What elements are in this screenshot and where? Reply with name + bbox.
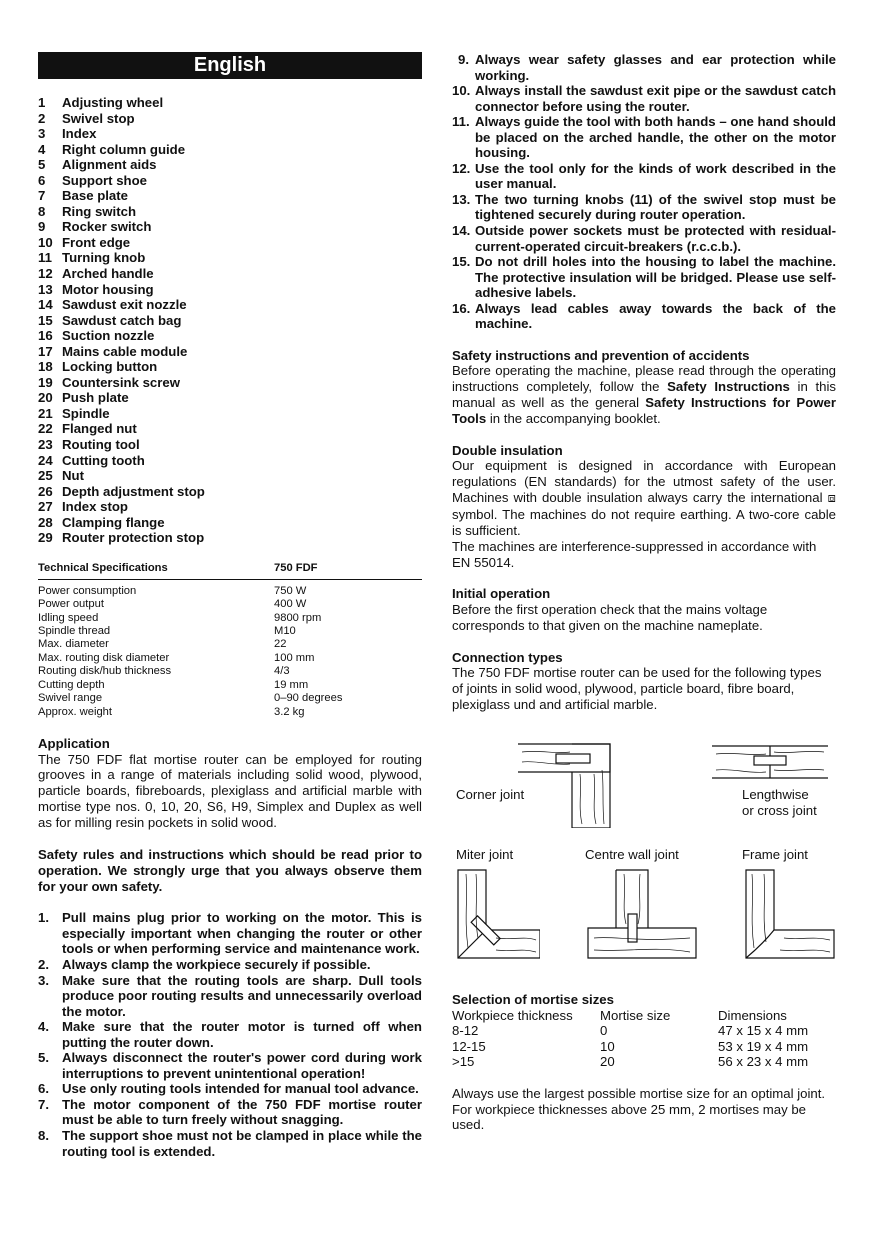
cross-joint-label: or cross joint — [742, 802, 817, 818]
spec-row: Max. diameter 22 — [38, 638, 287, 651]
safety-rule: 5. Always disconnect the router's power cord during work interruptions to prevent unintentional operation! — [38, 1050, 422, 1081]
part-item: 14 Sawdust exit nozzle — [38, 297, 187, 313]
part-item: 18 Locking button — [38, 359, 158, 375]
part-item: 17 Mains cable module — [38, 343, 188, 359]
specs-header: Technical Specifications 750 FDF — [38, 562, 422, 580]
safety-intro: Safety rules and instructions which should be read prior to operation. We strongly urge that you always observe them for your own safety. — [38, 846, 422, 894]
safety-rule: 12. Use the tool only for the kinds of work described in the user manual. — [452, 160, 836, 192]
part-item: 23 Routing tool — [38, 437, 140, 453]
corner-joint-label: Corner joint — [456, 786, 525, 802]
technical-specifications — [38, 562, 422, 719]
safety-rule: 9. Always wear safety glasses and ear protection while working. — [458, 52, 836, 83]
mortise-note: Always use the largest possible mortise size for an optimal joint. For workpiece thicknesses above 25 mm, 2 mortises may be used. — [452, 1085, 826, 1133]
part-item: 4 Right column guide — [38, 141, 186, 157]
part-item: 3 Index — [38, 126, 97, 142]
part-item: 8 Ring switch — [38, 203, 136, 219]
connection-types-heading: Connection types — [452, 649, 563, 665]
joint-diagrams — [452, 740, 836, 992]
safety-rule: 2. Always clamp the workpiece securely if possible. — [38, 957, 371, 972]
part-item: 27 Index stop — [38, 499, 128, 515]
frame-joint-illustration — [744, 868, 836, 960]
safety-rule: 16. Always lead cables away towards the back of the machine. — [452, 300, 836, 332]
safety-rule: 8. The support shoe must not be clamped in place while the routing tool is extended. — [38, 1128, 422, 1159]
table-row: >15 20 56 x 23 x 4 mm — [452, 1054, 809, 1070]
part-item: 1 Adjusting wheel — [38, 95, 164, 110]
safety-rule: 7. The motor component of the 750 FDF mortise router must be able to turn freely without snagging. — [38, 1096, 422, 1128]
part-item: 12 Arched handle — [38, 266, 154, 282]
part-item: 6 Support shoe — [38, 172, 147, 188]
spec-row: Max. routing disk diameter 100 mm — [38, 651, 315, 664]
part-item: 26 Depth adjustment stop — [38, 483, 205, 499]
parts-list — [38, 95, 422, 546]
spec-row: Spindle thread M10 — [38, 625, 296, 638]
spec-row: Idling speed 9800 rpm — [38, 611, 322, 624]
spec-row: Power output 400 W — [38, 598, 307, 611]
part-item: 2 Swivel stop — [38, 110, 135, 126]
part-item: 25 Nut — [38, 468, 84, 484]
double-insulation-icon: ⧈ — [827, 491, 836, 507]
spec-row: Approx. weight 3.2 kg — [38, 705, 305, 718]
language-banner: English — [38, 52, 422, 79]
part-item: 15 Sawdust catch bag — [38, 312, 182, 328]
left-column — [38, 52, 422, 1159]
initial-operation-heading: Initial operation — [452, 586, 551, 602]
safety-rule: 15. Do not drill holes into the housing to label the machine. The protective insulation will be bridged. Please use self-adhesive labels. — [452, 254, 836, 301]
lengthwise-joint-label: Lengthwise — [742, 786, 809, 802]
safety-rules-list-continued — [452, 52, 836, 332]
table-header-row: Workpiece thickness Mortise size Dimensions — [452, 1007, 787, 1023]
safety-accidents-text: Before operating the machine, please read through the operating instructions completely, follow the Safety Instructions in this manual as well as the general Safety Instructions for Power Tools in the accompanying booklet. — [452, 363, 836, 426]
spec-row: Routing disk/hub thickness 4/3 — [38, 665, 290, 678]
mortise-sizes-table — [452, 1008, 808, 1070]
part-item: 13 Motor housing — [38, 281, 154, 297]
safety-rule: 6. Use only routing tools intended for manual tool advance. — [38, 1081, 419, 1097]
spec-row: Power consumption 750 W — [38, 584, 307, 597]
right-column — [452, 52, 836, 1133]
part-item: 29 Router protection stop — [38, 530, 205, 546]
safety-rule: 13. The two turning knobs (11) of the swivel stop must be tightened securely during router operation. — [452, 191, 836, 223]
miter-joint-label: Miter joint — [456, 846, 514, 862]
part-item: 11 Turning knob — [38, 250, 146, 266]
spec-row: Cutting depth 19 mm — [38, 678, 309, 691]
centre-wall-joint-illustration — [586, 868, 698, 962]
table-row: 12-15 10 53 x 19 x 4 mm — [452, 1038, 809, 1054]
part-item: 16 Suction nozzle — [38, 328, 155, 344]
part-item: 20 Push plate — [38, 390, 129, 406]
part-item: 24 Cutting tooth — [38, 452, 145, 468]
safety-rule: 3. Make sure that the routing tools are sharp. Dull tools produce poor routing results and unnecessarily overload the motor. — [38, 972, 422, 1019]
double-insulation-heading: Double insulation — [452, 442, 563, 458]
interference-text: The machines are interference-suppressed in accordance with EN 55014. — [452, 538, 817, 570]
connection-types-text: The 750 FDF mortise router can be used for the following types of joints in solid wood, plywood, particle board, fibre board, plexiglass und and artificial marble. — [452, 665, 822, 712]
part-item: 22 Flanged nut — [38, 421, 137, 437]
mortise-sizes-heading: Selection of mortise sizes — [452, 991, 614, 1007]
initial-operation-text: Before the first operation check that the mains voltage corresponds to that given on the machine nameplate. — [452, 601, 768, 633]
safety-rule: 10. Always install the sawdust exit pipe or the sawdust catch connector before using the router. — [452, 83, 836, 114]
safety-rule: 14. Outside power sockets must be protected with residual-current-operated circuit-breakers (r.c.c.b.). — [452, 223, 836, 254]
safety-rules-list — [38, 910, 422, 1159]
safety-rule: 1. Pull mains plug prior to working on the motor. This is especially important when changing the router or other tools or when performing service and maintenance work. — [38, 910, 422, 957]
part-item: 19 Countersink screw — [38, 374, 180, 390]
spec-row: Swivel range 0–90 degrees — [38, 692, 343, 705]
safety-rule: 11. Always guide the tool with both hands – one hand should be placed on the arched handle, the other on the motor housing. — [452, 114, 836, 161]
application-heading: Application — [38, 735, 110, 751]
safety-rule: 4. Make sure that the router motor is turned off when putting the router down. — [38, 1019, 422, 1050]
lengthwise-joint-illustration — [710, 742, 830, 782]
safety-accidents-heading: Safety instructions and prevention of accidents — [452, 347, 750, 363]
frame-joint-label: Frame joint — [742, 846, 808, 862]
part-item: 10 Front edge — [38, 234, 131, 250]
corner-joint-illustration — [516, 740, 616, 828]
part-item: 9 Rocker switch — [38, 219, 152, 235]
table-row: 8-12 0 47 x 15 x 4 mm — [452, 1023, 809, 1039]
miter-joint-illustration — [456, 868, 540, 960]
centre-wall-joint-label: Centre wall joint — [585, 846, 679, 862]
application-text: The 750 FDF flat mortise router can be employed for routing grooves in a range of materials including solid wood, plywood, particle boards, fibreboards, plexiglass and artificial marble with mortise type nos. 0, 10, 20, S6, H9, Simplex and Duplex as well as for milling resin pockets in solid wood. — [38, 751, 422, 831]
double-insulation-text: Our equipment is designed in accordance with European regulations (EN standards) for the utmost safety of the user. Machines with double insulation always carry the international ⧈ symbol. The machines do not require earthing. A two-core cable is sufficient. — [452, 458, 836, 538]
part-item: 7 Base plate — [38, 188, 128, 204]
part-item: 28 Clamping flange — [38, 514, 165, 530]
part-item: 5 Alignment aids — [38, 157, 157, 173]
part-item: 21 Spindle — [38, 405, 110, 421]
